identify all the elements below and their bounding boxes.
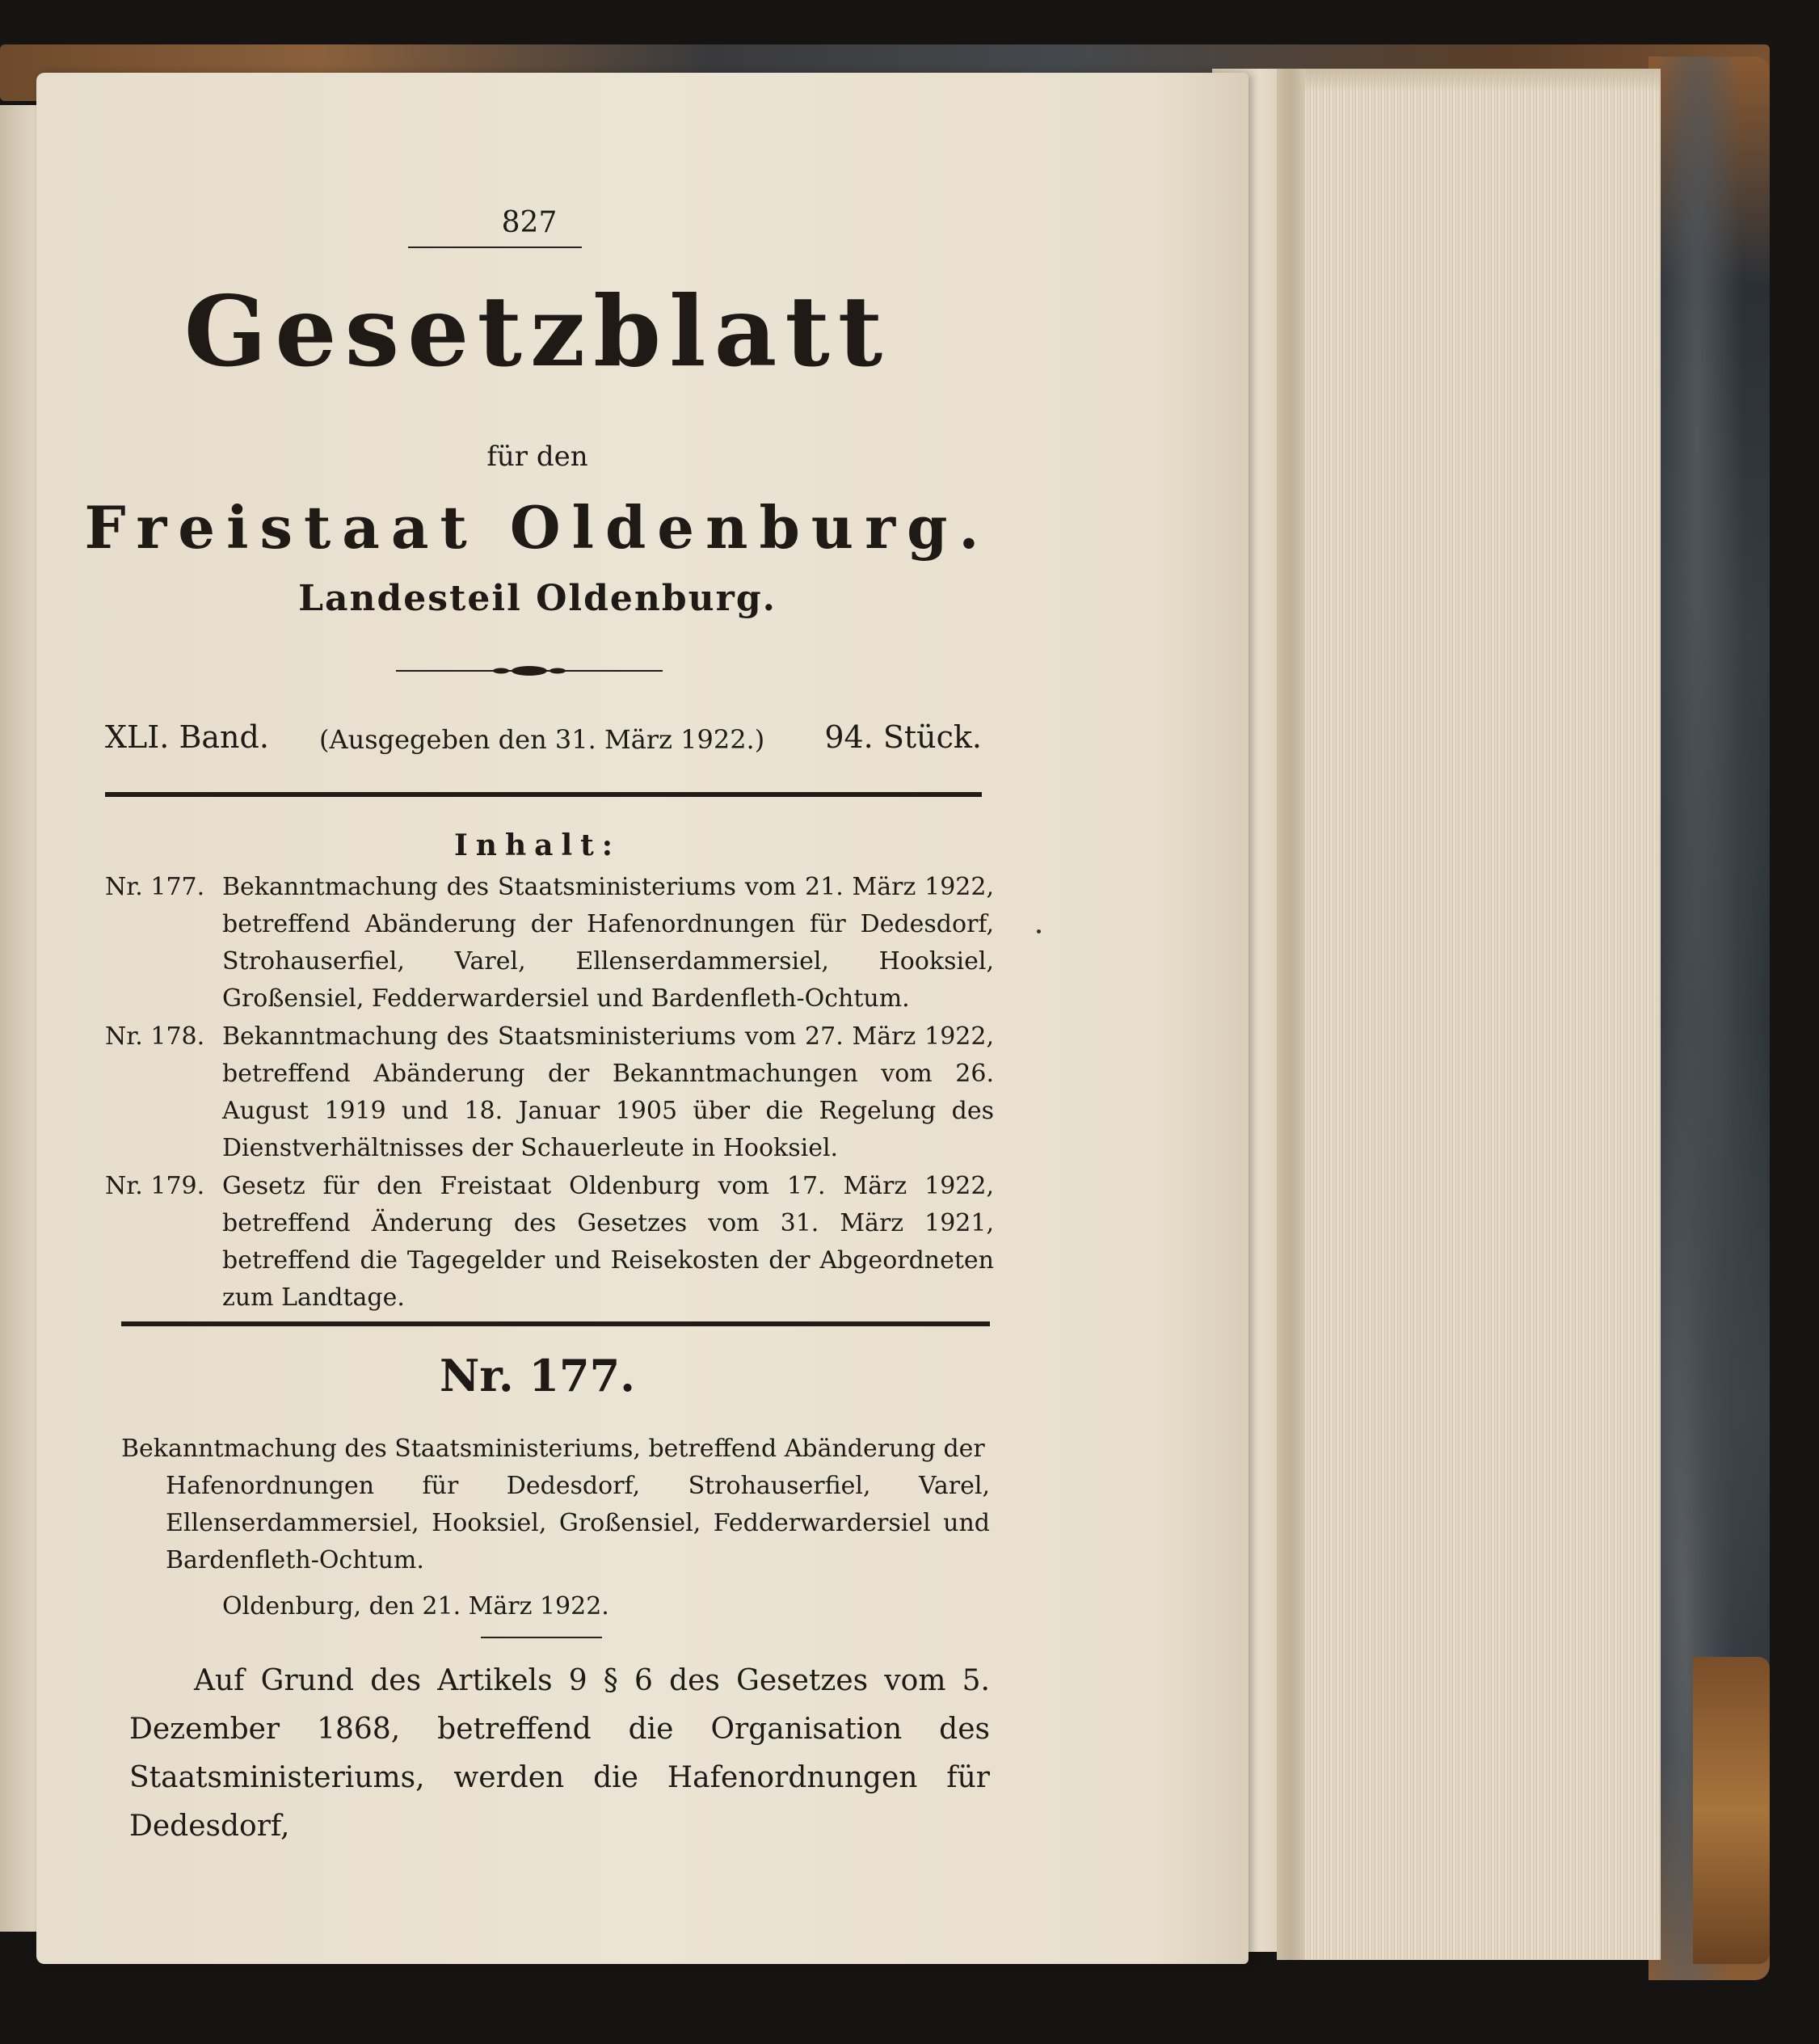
page-speck: [1037, 929, 1041, 933]
issue-date: (Ausgegeben den 31. März 1922.): [319, 724, 765, 755]
gutter: [1277, 69, 1305, 1960]
masthead-state: Freistaat Oldenburg.: [84, 493, 991, 562]
contents-entry: [105, 1168, 994, 1317]
body-text: Auf Grund des Artikels 9 § 6 des Gesetzes vom 5. Dezember 1868, betreffend die Organisation des Staatsministeriums, werden die Hafenordnungen für Dedesdorf,: [129, 1664, 990, 1843]
ornament-rule: [396, 663, 663, 679]
subject-continuation: Hafenordnungen für Dedesdorf, Strohauserfiel, Varel, Ellenserdammersiel, Hooksiel, Großensiel, Fedderwardersiel und Bardenfleth-Ochtum.: [166, 1472, 990, 1574]
issue-meta: [105, 719, 982, 768]
section-heading: Nr. 177.: [440, 1350, 635, 1401]
masthead-title: Gesetzblatt: [183, 275, 891, 389]
masthead-region: Landesteil Oldenburg.: [298, 578, 777, 619]
subject-first-line: Bekanntmachung des Staatsministeriums, betreffend Abänderung der: [121, 1435, 985, 1463]
short-rule: [481, 1637, 602, 1638]
page-content: [36, 73, 1248, 1964]
page-number: 827: [501, 206, 558, 239]
contents-entry-text: Bekanntmachung des Staatsministeriums vom 27. März 1922, betreffend Abänderung der Bekanntmachungen vom 26. August 1919 und 18. Januar 1905 über die Regelung des Dienstverhältnisses der Schauerleute in Hooksiel.: [222, 1022, 994, 1162]
section-subject: [121, 1431, 990, 1579]
volume-label: XLI. Band.: [105, 719, 269, 755]
contents-entry-number: Nr. 178.: [105, 1022, 205, 1051]
page: [36, 73, 1248, 1964]
issue-number: 94. Stück.: [824, 719, 982, 755]
contents-entry: [105, 869, 994, 1018]
contents-entry-number: Nr. 179.: [105, 1172, 205, 1200]
contents-entry: [105, 1018, 994, 1167]
double-rule-bottom: [121, 1321, 990, 1326]
book-spine-corner: [1693, 1657, 1770, 1964]
masthead-for: für den: [486, 440, 588, 473]
page-number-rule: [408, 247, 582, 248]
contents-heading: Inhalt:: [453, 828, 621, 862]
dateline: Oldenburg, den 21. März 1922.: [222, 1592, 609, 1620]
page-block-shadow: [1301, 69, 1661, 93]
contents-entry-text: Gesetz für den Freistaat Oldenburg vom 17. März 1922, betreffend Änderung des Gesetzes vom 31. März 1921, betreffend die Tagegelder und Reisekosten der Abgeordneten zum Landtage.: [222, 1172, 994, 1312]
contents-entry-number: Nr. 177.: [105, 873, 205, 901]
page-block: [1301, 69, 1661, 1960]
contents-entry-text: Bekanntmachung des Staatsministeriums vom 21. März 1922, betreffend Abänderung der Hafenordnungen für Dedesdorf, Strohauserfiel, Varel, Ellenserdammersiel, Hooksiel, Großensiel, Fedderwardersiel und Bardenfleth-Ochtum.: [222, 873, 994, 1013]
double-rule-top: [105, 792, 982, 797]
